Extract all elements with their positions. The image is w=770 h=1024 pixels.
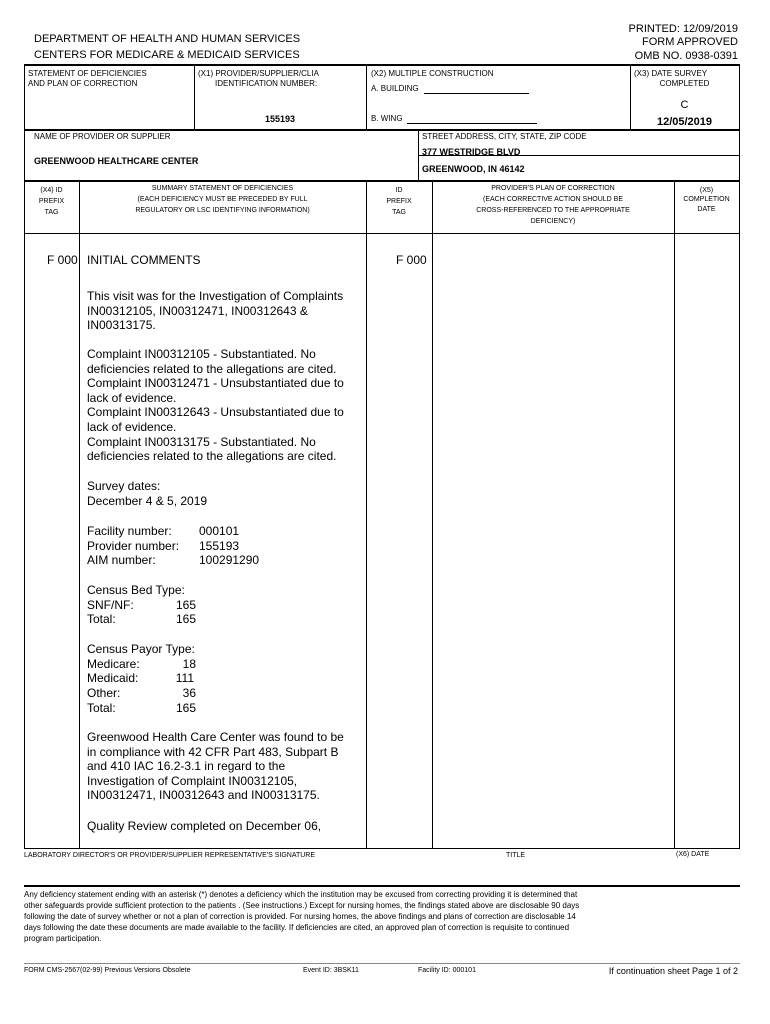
medicaid-value: 111 (175, 671, 194, 685)
paragraph-line: lack of evidence. (87, 419, 177, 434)
paragraph-line: deficiencies related to the allegations are cited. (87, 361, 337, 376)
paragraph-line: Investigation of Complaint IN00312105, (87, 773, 298, 788)
rule-after-id-row (24, 129, 740, 131)
rule-after-provider-row (24, 180, 740, 182)
bed-total-label: Total: (87, 612, 116, 626)
col-x4-l1: (X4) ID (40, 187, 63, 194)
paragraph-complaints (87, 347, 344, 464)
other-label: Other: (87, 686, 121, 700)
divider-col-plan (674, 180, 675, 848)
col-summary-l1: SUMMARY STATEMENT OF DEFICIENCIES (151, 185, 294, 192)
col-plan-l3: CROSS-REFERENCED TO THE APPROPRIATE (476, 207, 630, 214)
provider-id-number: 155193 (264, 114, 296, 124)
paragraph-line: Complaint IN00312471 - Unsubstantiated due to (87, 376, 344, 391)
rule-above-footer (24, 963, 740, 964)
entry-tag-right: F 000 (396, 253, 427, 267)
form-number: FORM CMS-2567(02-99) Previous Versions Obsolete (24, 967, 191, 974)
entry-heading: INITIAL COMMENTS (87, 253, 201, 267)
col-plan-l2: (EACH CORRECTIVE ACTION SHOULD BE (482, 196, 624, 203)
disclaimer-line: program participation. (24, 934, 102, 943)
statement-label-1: STATEMENT OF DEFICIENCIES (28, 69, 147, 78)
entry-tag: F 000 (47, 253, 78, 267)
form-approved: FORM APPROVED (642, 36, 738, 48)
disclaimer-line: days following the date these documents are made available to the facility. If deficiencies are cited, an approved plan of correction is requisite to continued (24, 923, 570, 932)
paragraph-line: This visit was for the Investigation of Complaints (87, 289, 344, 303)
left-border (24, 64, 25, 848)
col-id-l2: PREFIX (386, 198, 412, 205)
census-bed-title: Census Bed Type: (87, 583, 185, 597)
facility-number-value: 000101 (199, 524, 240, 538)
col-x5-l1: (X5) (699, 187, 714, 194)
x3-label-2: COMPLETED (659, 79, 710, 88)
rule-below-signature (24, 885, 740, 887)
facility-id: Facility ID: 000101 (418, 967, 476, 974)
rule-above-signature (24, 848, 740, 849)
x6-date-label: (X6) DATE (676, 851, 710, 858)
medicare-label: Medicare: (87, 657, 140, 671)
x1-label-2: IDENTIFICATION NUMBER: (215, 79, 318, 88)
disclaimer-line: Any deficiency statement ending with an asterisk (*) denotes a deficiency which the institution may be excused from correcting providing it is determined that (24, 890, 578, 899)
col-x4-l3: TAG (44, 209, 59, 216)
snf-nf-label: SNF/NF: (87, 598, 134, 612)
centers-title: CENTERS FOR MEDICARE & MEDICAID SERVICES (34, 49, 300, 61)
signature-label: LABORATORY DIRECTOR'S OR PROVIDER/SUPPLIER REPRESENTATIVE'S SIGNATURE (24, 852, 316, 859)
paragraph-line: Complaint IN00313175 - Substantiated. No (87, 434, 316, 449)
x3-label-1: (X3) DATE SURVEY (634, 69, 708, 78)
provider-number-value: 155193 (199, 539, 240, 553)
payor-total-value: 165 (175, 701, 196, 715)
paragraph-line: IN00312471, IN00312643 and IN00313175. (87, 788, 320, 803)
paragraph-line: Complaint IN00312643 - Unsubstantiated due to (87, 405, 344, 420)
disclaimer-line: following the date of survey whether or not a plan of correction is provided. For nursing homes, the above findings and plans of correction are disclosable 14 (24, 912, 576, 921)
paragraph-line: lack of evidence. (87, 390, 177, 405)
paragraph-line: Quality Review completed on December 06, (87, 819, 322, 833)
paragraph-quality-review (87, 819, 321, 834)
a-building-label: A. BUILDING (371, 84, 419, 93)
address-label: STREET ADDRESS, CITY, STATE, ZIP CODE (422, 132, 587, 141)
a-building-line (424, 93, 529, 94)
paragraph-line: in compliance with 42 CFR Part 483, Subpart B (87, 744, 339, 759)
col-id-l3: TAG (392, 209, 406, 216)
top-rule (24, 64, 740, 66)
x2-label: (X2) MULTIPLE CONSTRUCTION (371, 69, 494, 78)
provider-name: GREENWOOD HEALTHCARE CENTER (34, 156, 199, 166)
paragraph-line: deficiencies related to the allegations are cited. (87, 449, 337, 464)
x1-label-1: (X1) PROVIDER/SUPPLIER/CLIA (198, 69, 319, 78)
title-label: TITLE (506, 852, 526, 859)
city-state-zip: GREENWOOD, IN 46142 (422, 164, 525, 174)
statement-label-2: AND PLAN OF CORRECTION (28, 79, 138, 88)
provider-name-label: NAME OF PROVIDER OR SUPPLIER (34, 132, 171, 141)
divider-x2 (366, 64, 367, 129)
department-title: DEPARTMENT OF HEALTH AND HUMAN SERVICES (34, 33, 301, 45)
disclaimer-line: other safeguards provide sufficient protection to the patients . (See instructions.) Except for nursing homes, the findings stated above are disclosable 90 days (24, 901, 580, 910)
omb-number: OMB NO. 0938-0391 (634, 50, 738, 62)
street-address: 377 WESTRIDGE BLVD (422, 147, 521, 157)
divider-col-summary (366, 180, 367, 848)
survey-completed-date: 12/05/2019 (656, 116, 713, 128)
paragraph-line: and 410 IAC 16.2-3.1 in regard to the (87, 759, 286, 774)
paragraph-line: IN00313175. (87, 318, 156, 333)
paragraph-line: Greenwood Health Care Center was found to be (87, 730, 344, 744)
payor-total-label: Total: (87, 701, 116, 715)
divider-col-id (432, 180, 433, 848)
right-border (739, 64, 740, 848)
aim-number-value: 100291290 (199, 553, 260, 567)
snf-nf-value: 165 (175, 598, 196, 612)
paragraph-investigation (87, 289, 343, 333)
col-summary-l3: REGULATORY OR LSC IDENTIFYING INFORMATION) (135, 207, 310, 214)
col-x4-l2: PREFIX (38, 198, 65, 205)
col-x5-l3: DATE (697, 206, 716, 213)
col-id-l1: ID (395, 187, 403, 194)
provider-number-label: Provider number: (87, 539, 180, 553)
other-value: 36 (182, 686, 196, 700)
facility-number-label: Facility number: (87, 524, 172, 538)
medicaid-label: Medicaid: (87, 671, 139, 685)
col-x5-l2: COMPLETION (683, 196, 730, 203)
medicare-value: 18 (182, 657, 196, 671)
aim-number-label: AIM number: (87, 553, 156, 567)
paragraph-line: IN00312105, IN00312471, IN00312643 & (87, 303, 308, 318)
census-payor-title: Census Payor Type: (87, 642, 195, 656)
printed-date: PRINTED: 12/09/2019 (628, 23, 738, 35)
bed-total-value: 165 (175, 612, 196, 626)
col-summary-l2: (EACH DEFICIENCY MUST BE PRECEDED BY FULL (137, 196, 308, 203)
paragraph-line: Survey dates: (87, 479, 161, 493)
paragraph-line: December 4 & 5, 2019 (87, 493, 208, 508)
continuation-sheet: If continuation sheet Page 1 of 2 (608, 966, 738, 976)
x3-c: C (680, 99, 689, 111)
paragraph-survey-dates (87, 479, 207, 508)
rule-after-column-headers (24, 233, 740, 234)
b-wing-label: B. WING (371, 114, 403, 123)
event-id: Event ID: 3BSK11 (303, 967, 359, 974)
paragraph-compliance (87, 730, 344, 803)
col-plan-l4: DEFICIENCY) (530, 218, 576, 225)
divider-col-x4 (79, 180, 80, 848)
b-wing-line (407, 123, 537, 124)
paragraph-line: Complaint IN00312105 - Substantiated. No (87, 347, 316, 361)
col-plan-l1: PROVIDER'S PLAN OF CORRECTION (491, 185, 615, 192)
